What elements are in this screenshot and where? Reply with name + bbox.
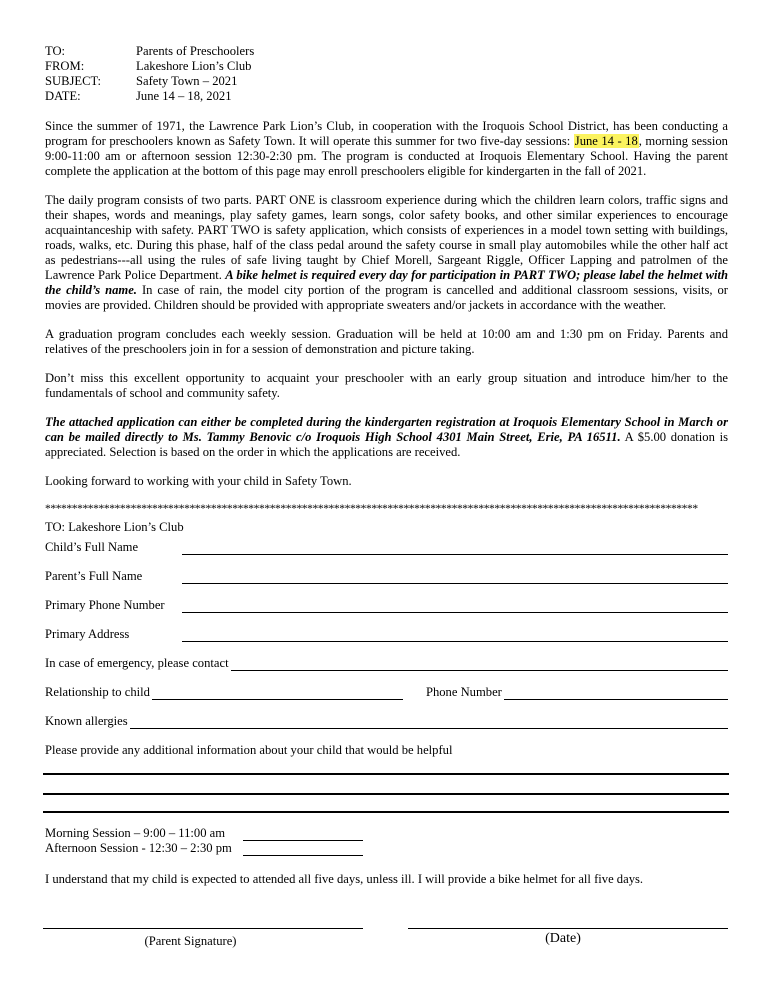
morning-session-row [45,826,363,841]
from-value: Lakeshore Lion’s Club [136,59,252,73]
letter [45,44,728,535]
mailing-instructions: The attached application can either be completed during the kindergarten registration at Iroquois Elementary School in March or can be mailed directly to Ms. Tammy Benovic c/o Iroquois High School 4301 Main Street, Erie, PA 16511. [45,415,728,444]
relationship-label: Relationship to child [45,685,150,699]
parent-name-label: Parent’s Full Name [45,569,143,583]
helmet-notice: A bike helmet is required every day for participation in PART TWO; please label the helmet with the child’s name. [45,268,728,297]
child-name-field[interactable] [182,541,728,555]
separator-stars: ************************************************************************************************************************** [45,503,698,515]
date-line[interactable] [408,928,728,929]
memo-header [45,44,728,104]
afternoon-session-field[interactable] [243,842,363,856]
parent-name-field[interactable] [182,570,728,584]
phone2-field[interactable] [504,686,728,700]
date-label: DATE: [45,89,81,103]
emergency-label: In case of emergency, please contact [45,656,229,670]
session-dates-highlight: June 14 - 18 [574,134,638,148]
date-value: June 14 – 18, 2021 [136,89,232,103]
additional-info-line-1[interactable] [43,773,729,775]
intro-paragraph: Since the summer of 1971, the Lawrence Park Lion’s Club, in cooperation with the Iroquois School District, has been conducting a program for preschoolers known as Safety Town. It will operate this summer for two five-day sessions: June 14 - 18, morning session 9:00-11:00 am or afternoon session 12:30-2:30 pm. The program is conducted at Iroquois Elementary School. Having the parent complete the application at the bottom of this page may enroll preschoolers eligible for kindergarten in the fall of 2021. [45,119,728,178]
opportunity-paragraph: Don’t miss this excellent opportunity to acquaint your preschooler with an early group situation and introduce him/her to the fundamentals of school and community safety. [45,371,728,400]
form-recipient: TO: Lakeshore Lion’s Club [45,520,184,534]
parent-signature-label: (Parent Signature) [144,934,237,948]
subject-value: Safety Town – 2021 [136,74,238,88]
phone2-label: Phone Number [425,685,502,699]
morning-session-field[interactable] [243,827,363,841]
address-field[interactable] [182,628,728,642]
address-row [45,627,728,642]
address-label: Primary Address [45,627,130,641]
phone-label: Primary Phone Number [45,598,165,612]
morning-session-label: Morning Session – 9:00 – 11:00 am [45,826,226,840]
phone-row [45,598,728,613]
to-value: Parents of Preschoolers [136,44,255,58]
emergency-row [45,656,728,671]
subject-label: SUBJECT: [45,74,102,88]
afternoon-session-row [45,841,363,856]
allergies-row [45,714,728,729]
closing-paragraph: Looking forward to working with your child in Safety Town. [45,474,352,488]
emergency-field[interactable] [231,657,728,671]
child-name-label: Child’s Full Name [45,540,139,554]
from-label: FROM: [45,59,85,73]
program-paragraph: The daily program consists of two parts. PART ONE is classroom experience during which the children learn colors, traffic signs and their shapes, words and meanings, play safety games, learn songs, color safety books, and other similar experiences to encourage acquaintanceship with safety. PART TWO is safety application, which consists of experiences in a model town setting with buildings, roads, walks, etc. During this phase, half of the class pedal around the safety course in small play automobiles while the other half act as pedestrians---all using the rules of safe living taught by Chief Morell, Sargeant Riggle, Officer Lapping and patrolmen of the Lawrence Park Police Department. A bike helmet is required every day for participation in PART TWO; please label the helmet with the child’s name. In case of rain, the model city portion of the program is cancelled and additional classroom sessions, visits, or movies are provided. Children should be provided with appropriate sweaters and/or jackets in accordance with the weather. [45,193,728,312]
date-label-signature: (Date) [545,931,581,946]
to-label: TO: [45,44,66,58]
additional-info-line-3[interactable] [43,811,729,813]
additional-label: Please provide any additional information about your child that would be helpful [45,743,453,757]
relationship-row [45,685,728,700]
phone-field[interactable] [182,599,728,613]
parent-signature-line[interactable] [43,928,363,929]
additional-info-line-2[interactable] [43,793,729,795]
relationship-field[interactable] [152,686,403,700]
parent-name-row [45,569,728,584]
attendance-statement: I understand that my child is expected to attended all five days, unless ill. I will provide a bike helmet for all five days. [45,872,644,886]
allergies-field[interactable] [130,715,728,729]
additional-row [45,743,728,758]
graduation-paragraph: A graduation program concludes each weekly session. Graduation will be held at 10:00 am and 1:30 pm on Friday. Parents and relatives of the preschoolers join in for a session of demonstration and picture taking. [45,327,728,356]
allergies-label: Known allergies [45,714,128,728]
child-name-row [45,540,728,555]
application-paragraph: The attached application can either be completed during the kindergarten registration at Iroquois Elementary School in March or can be mailed directly to Ms. Tammy Benovic c/o Iroquois High School 4301 Main Street, Erie, PA 16511. A $5.00 donation is appreciated. Selection is based on the order in which the applications are received. [45,415,729,459]
afternoon-session-label: Afternoon Session - 12:30 – 2:30 pm [45,841,232,855]
